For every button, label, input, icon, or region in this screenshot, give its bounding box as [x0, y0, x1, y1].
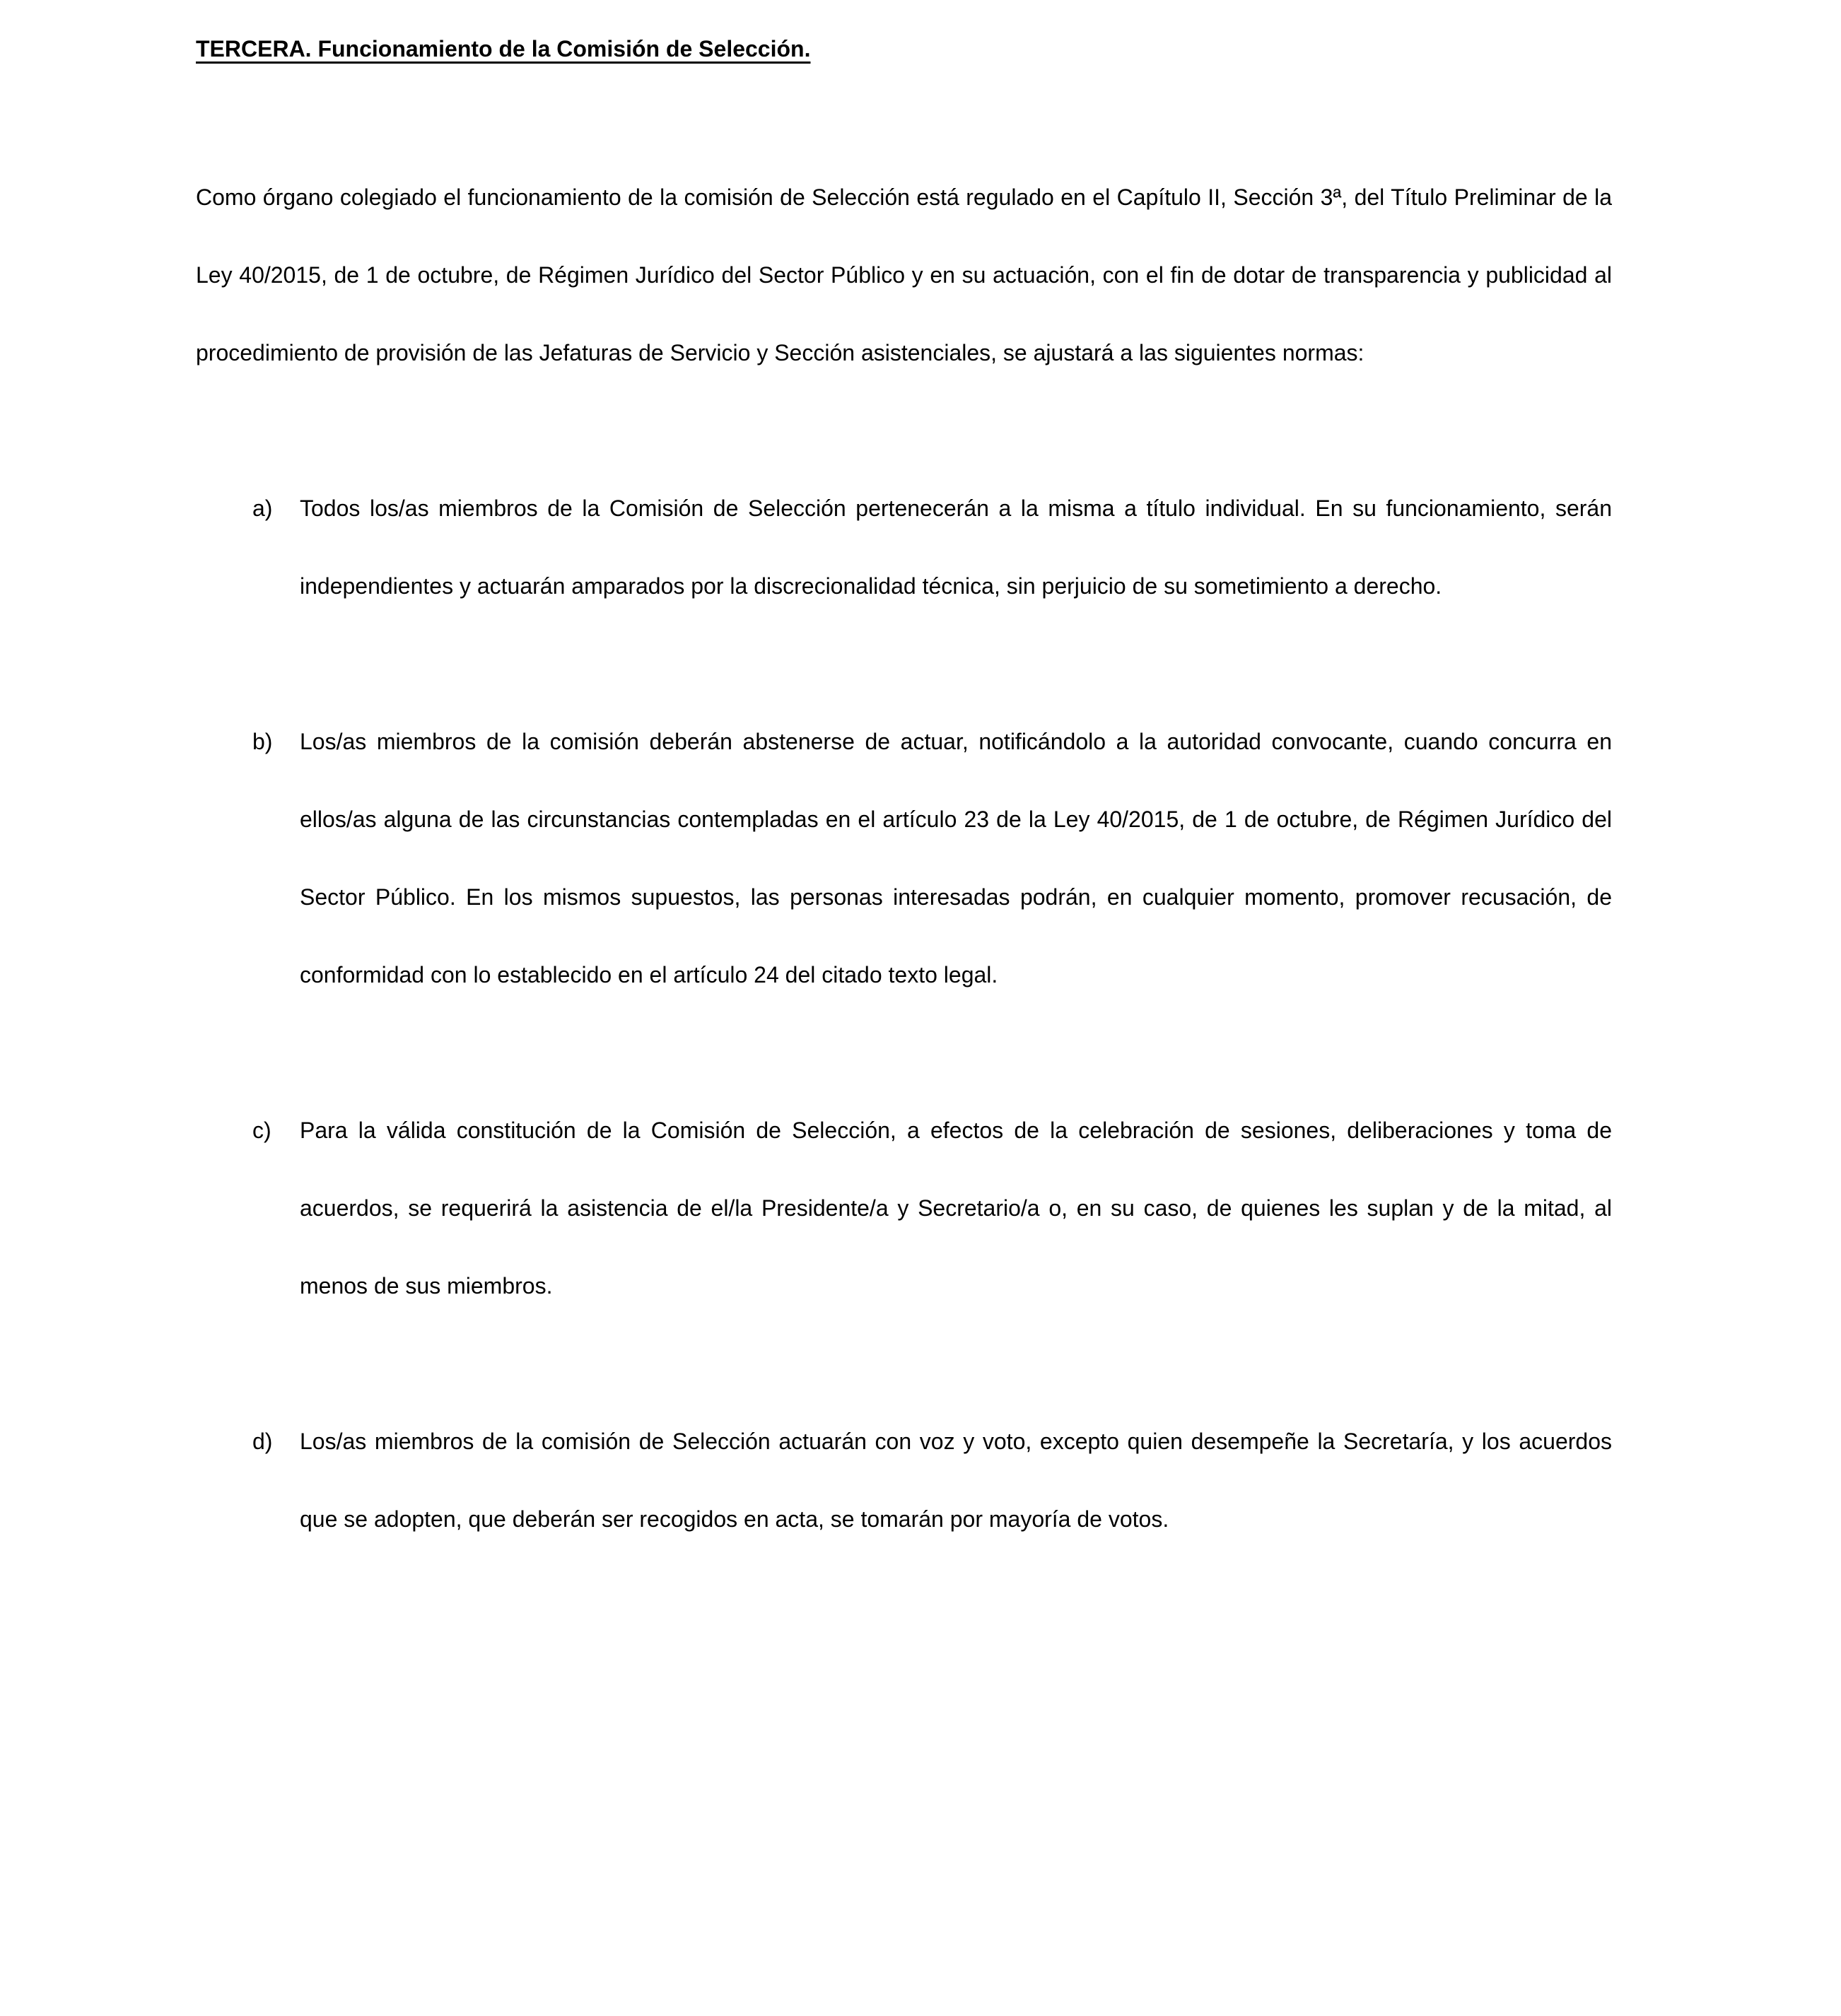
list-item-b — [252, 703, 1612, 1014]
intro-paragraph: Como órgano colegiado el funcionamiento de la comisión de Selección está regulado en el Capítulo II, Sección 3ª, del Título Preliminar de la Ley 40/2015, de 1 de octubre, de Régimen Jurídico del Sector Público y en su actuación, con el fin de dotar de transparencia y publicidad al procedimiento de provisión de las Jefaturas de Servicio y Sección asistenciales, se ajustará a las siguientes normas: — [196, 184, 1612, 365]
item-text: Para la válida constitución de la Comisión de Selección, a efectos de la celebración de sesiones, deliberaciones y toma de acuerdos, se requerirá la asistencia de el/la Presidente/a y Secretario/a o, en su caso, de quienes les suplan y de la mitad, al menos de sus miembros. — [300, 1118, 1612, 1299]
list-item-d — [252, 1402, 1612, 1558]
list-item-a — [252, 469, 1612, 625]
item-letter: a) — [252, 496, 273, 521]
list-item-c — [252, 1091, 1612, 1325]
item-text: Los/as miembros de la comisión de Selección actuarán con voz y voto, excepto quien desempeñe la Secretaría, y los acuerdos que se adopten, que deberán ser recogidos en acta, se tomarán por mayoría de votos. — [300, 1429, 1612, 1532]
item-text: Todos los/as miembros de la Comisión de Selección pertenecerán a la misma a título individual. En su funcionamiento, serán independientes y actuarán amparados por la discrecionalidad técnica, sin perjuicio de su sometimiento a derecho. — [300, 496, 1612, 599]
section-heading: TERCERA. Funcionamiento de la Comisión de Selección. — [196, 36, 811, 61]
item-letter: d) — [252, 1429, 273, 1454]
item-text: Los/as miembros de la comisión deberán abstenerse de actuar, notificándolo a la autoridad convocante, cuando concurra en ellos/as alguna de las circunstancias contempladas en el artículo 23 de la Ley 40/2015, de 1 de octubre, de Régimen Jurídico del Sector Público. En los mismos supuestos, las personas interesadas podrán, en cualquier momento, promover recusación, de conformidad con lo establecido en el artículo 24 del citado texto legal. — [300, 729, 1612, 988]
item-letter: b) — [252, 729, 273, 754]
clause-list — [196, 469, 1612, 1558]
item-letter: c) — [252, 1118, 271, 1143]
